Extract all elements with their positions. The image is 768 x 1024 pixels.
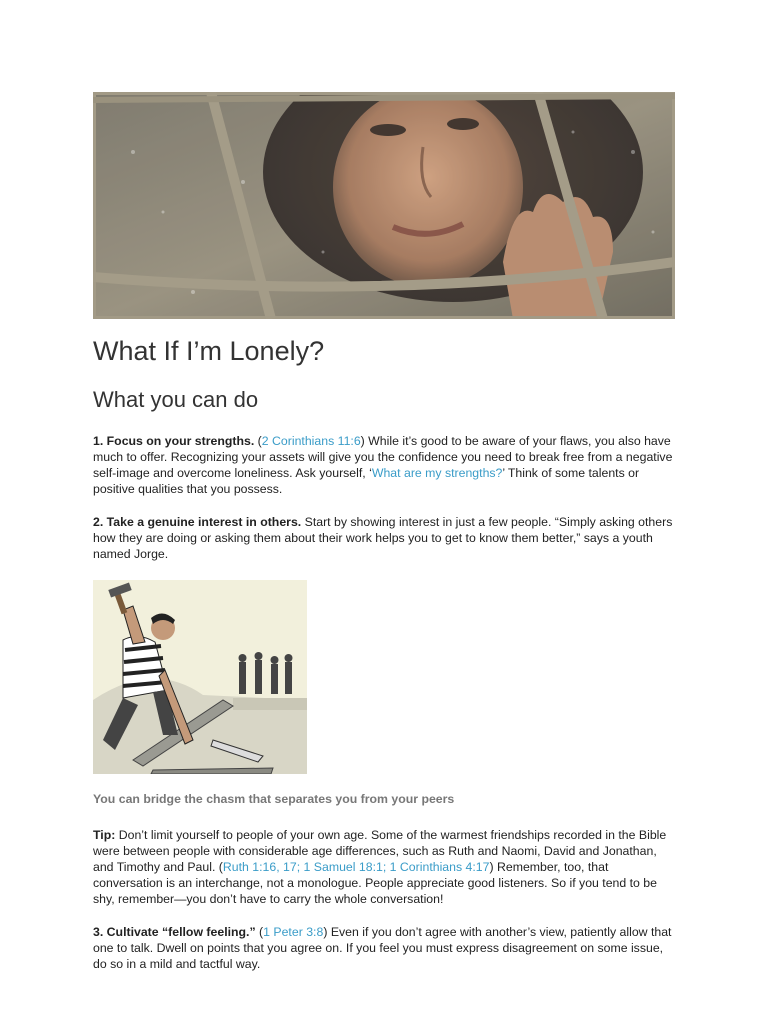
scripture-link-tip[interactable]: Ruth 1:16, 17; 1 Samuel 18:1; 1 Corinthians 4:17 bbox=[222, 860, 490, 874]
item-1-lead: 1. Focus on your strengths. bbox=[93, 434, 255, 448]
hero-photo bbox=[93, 92, 675, 319]
item-3-lead: 3. Cultivate “fellow feeling.” bbox=[93, 925, 256, 939]
youth-building-bridge-illustration bbox=[93, 580, 307, 774]
tip-lead: Tip: bbox=[93, 828, 116, 842]
item-1-paragraph: 1. Focus on your strengths. (2 Corinthians 11:6) While it’s good to be aware of your flaws, you also have much to offer. Recognizing your assets will give you the confidence you need to break free from a negative self-image and overcome loneliness. Ask yourself, ‘What are my strengths?’ Think of some talents or positive qualities that you possess. bbox=[93, 434, 673, 496]
scripture-link[interactable]: 2 Corinthians 11:6 bbox=[261, 434, 361, 448]
girl-at-rainy-window-photo bbox=[93, 92, 675, 319]
strengths-link[interactable]: What are my strengths? bbox=[371, 466, 503, 480]
item-2-paragraph: 2. Take a genuine interest in others. Start by showing interest in just a few people. “Simply asking others how they are doing or asking them about their work helps you to get to know them better,” says a youth named Jorge. bbox=[93, 515, 673, 561]
item-3-paragraph: 3. Cultivate “fellow feeling.” (1 Peter 3:8) Even if you don’t agree with another’s view, patiently allow that one to talk. Dwell on points that you agree on. If you feel you must express disagreement on some issue, do so in a mild and tactful way. bbox=[93, 925, 672, 971]
item-2-lead: 2. Take a genuine interest in others. bbox=[93, 515, 302, 529]
illustration-caption: You can bridge the chasm that separates you from your peers bbox=[93, 792, 455, 806]
section-subtitle: What you can do bbox=[93, 387, 259, 412]
scripture-link-item3[interactable]: 1 Peter 3:8 bbox=[263, 925, 324, 939]
tip-paragraph: Tip: Don’t limit yourself to people of your own age. Some of the warmest friendships recorded in the Bible were between people with considerable age differences, such as Ruth and Naomi, David and Jonathan, and Timothy and Paul. (Ruth 1:16, 17; 1 Samuel 18:1; 1 Corinthians 4:17) Remember, too, that conversation is an interchange, not a monologue. People appreciate good listeners. So if you tend to be shy, remember—you don’t have to carry the whole conversation! bbox=[93, 828, 667, 906]
bridge-illustration bbox=[93, 580, 307, 774]
page-title: What If I’m Lonely? bbox=[93, 336, 325, 366]
